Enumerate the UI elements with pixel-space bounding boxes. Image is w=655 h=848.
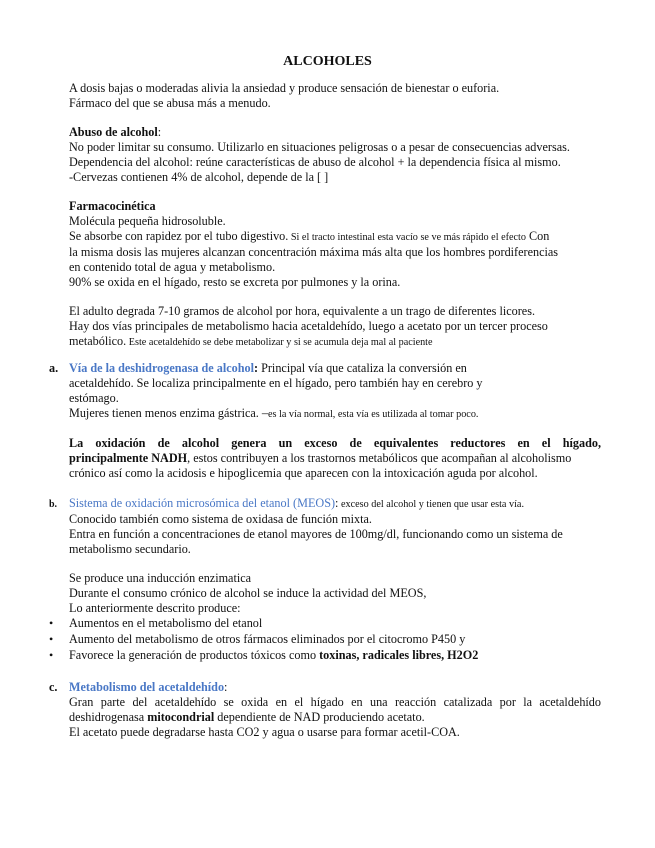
adulto-note: Este acetaldehído se debe metabolizar y si se acumula deja mal al paciente [126,337,433,348]
section-a-line [69,406,604,422]
bullet-bold: toxinas, radicales libres, H2O2 [319,648,479,662]
farmaco-line: 90% se oxida en el hígado, resto se excreta por pulmones y la orina. [69,275,401,289]
section-a-heading: Vía de la deshidrogenasa de alcohol [69,361,254,375]
oxidacion-line: crónico así como la acidosis e hipoglicemia que aparecen con la intoxicación aguda por alcohol. [69,466,538,480]
section-c-text: dependiente de NAD produciendo acetato. [214,710,425,724]
section-b-line: Conocido también como sistema de oxidasa de función mixta. [69,512,372,526]
section-c [69,680,601,740]
section-b [69,496,604,557]
induccion-line: Se produce una inducción enzimatica [69,571,252,585]
section-c-bold: mitocondrial [147,710,215,724]
section-a-text: Mujeres tienen menos enzima gástrica. – [69,406,268,420]
farmaco-note: Si el tracto intestinal esta vacío se ve más rápido el efecto [288,232,526,243]
section-a-text: Principal vía que cataliza la conversión en [258,361,467,375]
section-a-heading-line [69,361,604,376]
adulto-line: Hay dos vías principales de metabolismo hacia acetaldehído, luego a acetato por un tercer proceso [69,319,548,333]
section-b-line: Entra en función a concentraciones de etanol mayores de 100mg/dl, funcionando como un sistema de [69,527,563,541]
oxidacion-bold-line: La oxidación de alcohol genera un exceso de equivalentes reductores en el hígado, [69,436,601,450]
farmaco-line: la misma dosis las mujeres alcanzan concentración máxima más alta que los hombres pordiferencias [69,245,559,259]
adulto-line: El adulto degrada 7-10 gramos de alcohol por hora, equivalente a un trago de diferentes licores. [69,304,535,318]
section-c-line: Gran parte del acetaldehído se oxida en el hígado en una reacción catalizada por la acetaldehído [69,695,601,709]
intro-line: A dosis bajas o moderadas alivia la ansiedad y produce sensación de bienestar o euforia. [69,81,500,95]
abuso-heading: Abuso de alcohol [69,125,158,139]
intro-paragraph [69,81,604,111]
induccion-line: Lo anteriormente descrito produce: [69,601,241,615]
section-c-colon: : [224,680,228,694]
abuso-colon: : [157,125,162,139]
adulto-paragraph [69,304,604,350]
section-c-marker: c. [49,680,58,694]
section-b-note: exceso del alcohol y tienen que usar esta vía. [338,499,524,510]
oxidacion-bold: principalmente NADH [69,451,188,465]
induccion-paragraph [69,571,604,616]
abuso-line: No poder limitar su consumo. Utilizarlo en situaciones peligrosas o a pesar de consecuencias adversas. [69,140,570,154]
induccion-line: Durante el consumo crónico de alcohol se induce la actividad del MEOS, [69,586,427,600]
section-b-line: metabolismo secundario. [69,542,191,556]
abuso-line: -Cervezas contienen 4% de alcohol, depende de la [ ] [69,170,329,184]
section-b-heading-line [69,496,604,512]
section-b-marker: b. [49,499,58,510]
adulto-line [69,334,604,350]
section-b-heading: Sistema de oxidación microsómica del etanol (MEOS) [69,496,336,510]
section-c-heading-line [69,680,601,695]
farmaco-line: en contenido total de agua y metabolismo. [69,260,276,274]
section-a-note: es la vía normal, esta vía es utilizada al tomar poco. [268,409,479,420]
oxidacion-line [69,451,601,466]
bullet-item: Aumento del metabolismo de otros fármacos eliminados por el citocromo P450 y [69,632,466,646]
section-a-line: estómago. [69,391,119,405]
section-c-heading: Metabolismo del acetaldehído [69,680,225,694]
bullet-item: Aumentos en el metabolismo del etanol [69,616,263,630]
farmacocinetica-section [69,199,604,290]
bullet-item [69,648,604,663]
section-c-line [69,710,601,725]
farmaco-text: Se absorbe con rapidez por el tubo digestivo. [69,229,289,243]
abuso-section [69,125,604,185]
abuso-line: Dependencia del alcohol: reúne características de abuso de alcohol + la dependencia física al mismo. [69,155,561,169]
intro-line: Fármaco del que se abusa más a menudo. [69,96,271,110]
bullet-text: Favorece la generación de productos tóxicos como [69,648,320,662]
bullet-icon: • [49,648,54,662]
section-a [69,361,604,422]
bullet-icon: • [49,616,54,630]
farmaco-line [69,229,604,245]
bullet-icon: • [49,632,54,646]
oxidacion-paragraph [69,436,601,481]
oxidacion-text: , estos contribuyen a los trastornos metabólicos que acompañan al alcoholismo [187,451,572,465]
farmaco-line: Molécula pequeña hidrosoluble. [69,214,226,228]
abuso-heading-line [69,125,604,140]
page-title: ALCOHOLES [283,54,372,69]
farmaco-text: Con [525,229,550,243]
section-a-colon: : [253,361,259,375]
section-c-line: El acetato puede degradarse hasta CO2 y agua o usarse para formar acetil-COA. [69,725,460,739]
section-a-marker: a. [49,361,59,375]
farmacocinetica-heading: Farmacocinética [69,199,156,213]
section-c-text: deshidrogenasa [69,710,148,724]
section-b-colon: : [335,496,339,510]
adulto-text: metabólico. [69,334,127,348]
section-a-line: acetaldehído. Se localiza principalmente en el hígado, pero también hay en cerebro y [69,376,483,390]
